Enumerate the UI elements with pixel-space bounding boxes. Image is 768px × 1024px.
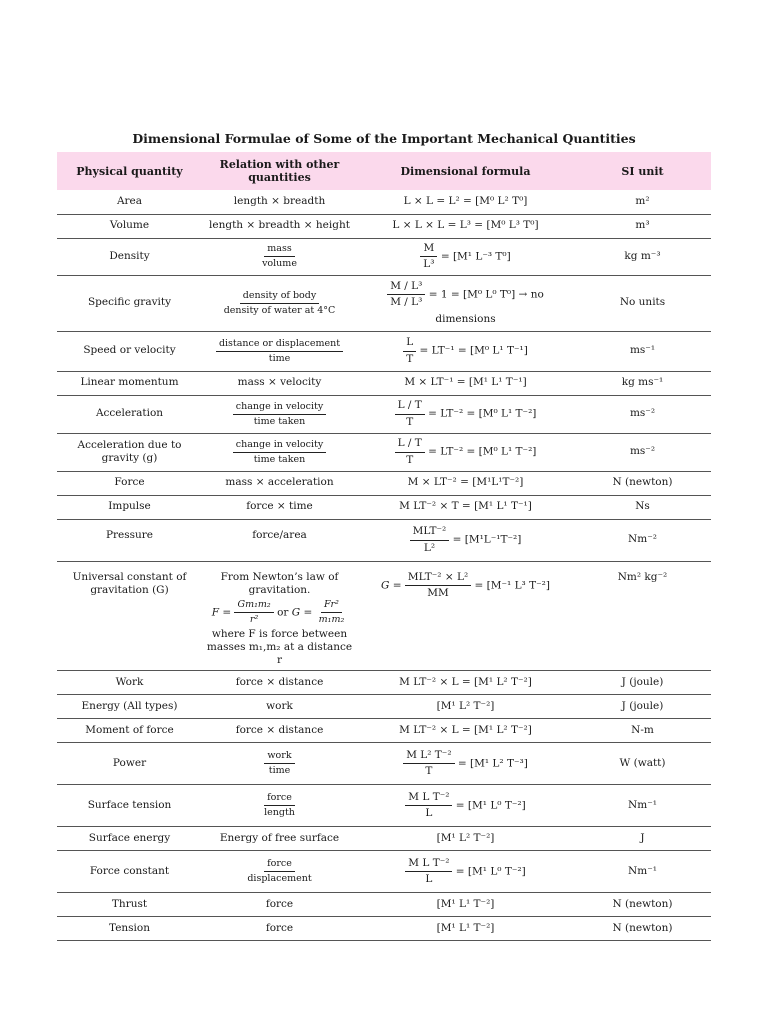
- fraction-numerator: MLT⁻²: [410, 525, 450, 540]
- dimension-cell: [M¹ L¹ T⁻²]: [436, 921, 495, 934]
- relation-cell: [202, 331, 357, 371]
- dimension-cell: [M¹ L¹ T⁻²]: [436, 897, 495, 910]
- dimension-result: = LT⁻¹ = [M⁰ L¹ T⁻¹]: [419, 345, 528, 357]
- quantity-cell: Universal constant of gravitation (G): [72, 570, 187, 596]
- dimension-fraction: [395, 437, 425, 466]
- fraction-denominator: L: [425, 806, 433, 819]
- fraction-denominator: r²: [249, 613, 259, 625]
- dimension-result-line2: dimensions: [435, 312, 496, 325]
- si-unit-cell: Nm⁻¹: [628, 798, 657, 811]
- si-unit-cell: m³: [635, 219, 650, 232]
- fraction-denominator: density of water at 4°C: [223, 304, 336, 316]
- fraction-numerator: MLT⁻² × L²: [405, 571, 471, 586]
- fraction-numerator: Fr²: [321, 599, 342, 613]
- quantity-cell: Power: [112, 756, 147, 769]
- dimension-cell: M LT⁻² × L = [M¹ L² T⁻²]: [399, 723, 532, 736]
- fraction-numerator: mass: [264, 243, 294, 257]
- dimension-cell: [M¹ L² T⁻²]: [436, 699, 495, 712]
- fraction-numerator: L / T: [395, 399, 425, 414]
- dimension-cell: M × LT⁻¹ = [M¹ L¹ T⁻¹]: [404, 376, 527, 389]
- relation-fraction: [244, 858, 314, 885]
- si-unit-cell: ms⁻¹: [629, 344, 656, 357]
- si-unit-cell: kg m⁻³: [624, 249, 661, 262]
- fraction-denominator: T: [406, 415, 414, 428]
- relation-text: where F is force between masses m₁,m₂ at a distance r: [206, 627, 353, 666]
- dimension-cell: [357, 742, 574, 784]
- si-unit-cell: W (watt): [619, 756, 666, 769]
- fraction-denominator: displacement: [247, 872, 312, 884]
- quantity-cell: Linear momentum: [80, 376, 179, 389]
- table-row: [57, 916, 711, 940]
- relation-cell: length × breadth × height: [209, 219, 350, 232]
- dimension-result: = [M¹ L² T⁻³]: [457, 757, 528, 770]
- si-unit-cell: m²: [635, 195, 650, 208]
- formula-lhs: G =: [381, 579, 402, 592]
- fraction-denominator: time taken: [253, 453, 306, 465]
- si-unit-cell: Nm² kg⁻²: [617, 570, 668, 583]
- fraction-numerator: M L² T⁻²: [403, 749, 454, 764]
- header-dimensional-formula: Dimensional formula: [400, 164, 531, 178]
- relation-fraction: [221, 290, 339, 317]
- relation-fraction: [259, 243, 300, 270]
- dimension-cell: M LT⁻² × T = [M¹ L¹ T⁻¹]: [399, 500, 532, 513]
- dimension-cell: M LT⁻² × L = [M¹ L² T⁻²]: [399, 675, 532, 688]
- table-row: [57, 670, 711, 694]
- table-row: [57, 495, 711, 519]
- relation-fraction: [234, 599, 273, 626]
- si-unit-cell: ms⁻²: [629, 445, 656, 458]
- relation-fraction: [261, 792, 298, 819]
- dimension-cell: M × LT⁻² = [M¹L¹T⁻²]: [407, 476, 524, 489]
- relation-fraction: [233, 401, 326, 428]
- dimension-cell: [357, 395, 574, 433]
- table-row: [57, 433, 711, 471]
- dimension-cell: [357, 331, 574, 371]
- table-row: [57, 826, 711, 850]
- fraction-denominator: T: [406, 453, 414, 466]
- si-unit-cell: N-m: [631, 723, 654, 736]
- relation-text: From Newton’s law of gravitation.: [220, 570, 339, 596]
- table-row: [57, 718, 711, 742]
- si-unit-cell: No units: [619, 296, 666, 309]
- fraction-numerator: change in velocity: [233, 401, 326, 415]
- dimension-cell: L × L = L² = [M⁰ L² T⁰]: [403, 195, 528, 208]
- relation-cell: mass × acceleration: [225, 476, 334, 489]
- table-row: [57, 742, 711, 784]
- fraction-numerator: L: [403, 336, 416, 351]
- fraction-denominator: time: [268, 764, 291, 776]
- table-row: [57, 275, 711, 331]
- relation-cell: mass × velocity: [237, 376, 322, 389]
- dimension-result: = [M¹ L⁰ T⁻²]: [455, 799, 526, 812]
- relation-fraction: [264, 750, 294, 777]
- dimension-fraction: [395, 399, 425, 428]
- table-row: [57, 395, 711, 433]
- fraction-numerator: M: [420, 242, 437, 257]
- relation-fraction: [233, 439, 326, 466]
- table-header: [57, 152, 711, 190]
- relation-cell: Energy of free surface: [219, 831, 340, 844]
- fraction-numerator: force: [264, 858, 295, 872]
- fraction-numerator: distance or displacement: [216, 338, 343, 352]
- fraction-numerator: M L T⁻²: [405, 857, 452, 872]
- quantity-cell: Surface energy: [88, 831, 171, 844]
- relation-fraction: [216, 338, 343, 365]
- table-row: [57, 371, 711, 395]
- header-physical-quantity: Physical quantity: [76, 164, 183, 178]
- si-unit-cell: kg ms⁻¹: [621, 376, 664, 389]
- table-row: [57, 561, 711, 670]
- dimension-cell: [357, 519, 574, 561]
- fraction-denominator: length: [264, 806, 295, 818]
- dimension-cell: [357, 433, 574, 471]
- si-unit-cell: Ns: [635, 500, 650, 513]
- fraction-denominator: L: [425, 872, 433, 885]
- formula-lhs: G =: [291, 606, 313, 619]
- fraction-numerator: L / T: [395, 437, 425, 452]
- relation-cell: force × distance: [235, 675, 324, 688]
- table-row: [57, 471, 711, 495]
- formula-lhs: F =: [211, 606, 232, 619]
- quantity-cell: Specific gravity: [87, 296, 172, 309]
- quantity-cell: Surface tension: [87, 798, 172, 811]
- relation-cell: force: [265, 921, 294, 934]
- table-row: [57, 238, 711, 275]
- relation-fraction: [316, 599, 348, 626]
- fraction-numerator: change in velocity: [233, 439, 326, 453]
- fraction-denominator: time taken: [253, 415, 306, 427]
- table-row: [57, 892, 711, 916]
- fraction-denominator: M / L³: [390, 296, 423, 309]
- dimension-result: = [M¹L⁻¹T⁻²]: [452, 534, 522, 546]
- quantity-cell: Thrust: [111, 897, 148, 910]
- quantity-cell: Force: [114, 476, 145, 489]
- dimension-result: = [M¹ L⁰ T⁻²]: [455, 865, 526, 878]
- dimension-fraction: [405, 791, 452, 820]
- relation-cell: [202, 742, 357, 784]
- dimension-fraction: [387, 280, 425, 309]
- table-row: [57, 331, 711, 371]
- si-unit-cell: N (newton): [612, 897, 673, 910]
- dimension-result: = LT⁻² = [M⁰ L¹ T⁻²]: [428, 408, 537, 420]
- si-unit-cell: Nm⁻¹: [628, 864, 657, 877]
- fraction-denominator: volume: [262, 258, 297, 269]
- dimension-fraction: [420, 242, 437, 271]
- table-body: [57, 190, 711, 940]
- dimension-fraction: [405, 571, 471, 600]
- table-row: [57, 190, 711, 214]
- relation-cell: force × time: [246, 500, 313, 513]
- relation-cell: [202, 561, 357, 670]
- dimension-cell: [357, 850, 574, 892]
- relation-cell: force: [265, 897, 294, 910]
- dimension-cell: [357, 784, 574, 826]
- quantity-cell: Acceleration: [95, 407, 164, 420]
- si-unit-cell: ms⁻²: [629, 407, 656, 420]
- quantity-cell: Moment of force: [85, 723, 174, 736]
- fraction-denominator: T: [425, 764, 433, 777]
- dimension-result: = [M⁻¹ L³ T⁻²]: [474, 579, 550, 592]
- table-row: [57, 850, 711, 892]
- table-row: [57, 519, 711, 561]
- quantity-cell: Force constant: [89, 864, 170, 877]
- table-row: [57, 214, 711, 238]
- dimension-fraction: [410, 525, 450, 554]
- relation-cell: length × breadth: [233, 195, 326, 208]
- fraction-denominator: T: [406, 352, 414, 365]
- dimension-cell: [357, 275, 574, 331]
- si-unit-cell: J (joule): [621, 699, 664, 712]
- fraction-denominator: MM: [427, 586, 449, 599]
- si-unit-cell: N (newton): [612, 921, 673, 934]
- fraction-denominator: m₁m₂: [318, 613, 345, 625]
- si-unit-cell: J: [640, 831, 645, 844]
- relation-cell: [202, 850, 357, 892]
- relation-formulas: [206, 599, 353, 626]
- page-title: Dimensional Formulae of Some of the Important Mechanical Quantities: [132, 131, 636, 146]
- quantity-cell: Speed or velocity: [83, 344, 176, 357]
- fraction-denominator: L³: [423, 258, 435, 270]
- table-row: [57, 784, 711, 826]
- quantity-cell: Acceleration due to gravity (g): [77, 438, 182, 464]
- relation-cell: [202, 238, 357, 275]
- quantity-cell: Energy (All types): [81, 699, 178, 712]
- relation-cell: force × distance: [235, 723, 324, 736]
- fraction-numerator: M L T⁻²: [405, 791, 452, 806]
- fraction-numerator: work: [264, 750, 294, 764]
- si-unit-cell: J (joule): [621, 675, 664, 688]
- quantity-cell: Volume: [109, 219, 150, 232]
- dimension-fraction: [405, 857, 452, 886]
- table-row: [57, 694, 711, 718]
- dimension-cell: [357, 561, 574, 670]
- fraction-denominator: time: [268, 352, 291, 364]
- fraction-numerator: M / L³: [387, 280, 425, 295]
- dimension-fraction: [403, 749, 454, 778]
- quantity-cell: Tension: [109, 921, 150, 934]
- dimension-cell: [M¹ L² T⁻²]: [436, 831, 495, 844]
- quantity-cell: Work: [115, 675, 144, 688]
- si-unit-cell: Nm⁻²: [628, 533, 657, 546]
- relation-cell: force/area: [252, 528, 307, 541]
- dimension-cell: [357, 238, 574, 275]
- dimensional-formulae-table: [57, 152, 711, 941]
- relation-cell: [202, 275, 357, 331]
- relation-cell: [202, 784, 357, 826]
- or-text: or: [277, 606, 289, 619]
- fraction-denominator: L²: [423, 541, 436, 554]
- relation-cell: [202, 433, 357, 471]
- dimension-result: = 1 = [M⁰ L⁰ T⁰] → no: [428, 288, 544, 301]
- fraction-numerator: force: [264, 792, 295, 806]
- dimension-result: = LT⁻² = [M⁰ L¹ T⁻²]: [428, 446, 537, 458]
- dimension-cell: L × L × L = L³ = [M⁰ L³ T⁰]: [392, 219, 539, 232]
- fraction-numerator: Gm₁m₂: [234, 599, 273, 613]
- dimension-result: = [M¹ L⁻³ T⁰]: [440, 250, 511, 263]
- quantity-cell: Density: [109, 249, 150, 262]
- dimension-fraction: [403, 336, 416, 365]
- quantity-cell: Impulse: [108, 500, 151, 513]
- header-relation: Relation with other quantities: [219, 158, 340, 184]
- si-unit-cell: N (newton): [612, 476, 673, 489]
- header-si-unit: SI unit: [621, 164, 664, 178]
- relation-cell: work: [266, 699, 293, 712]
- relation-cell: [202, 395, 357, 433]
- quantity-cell: Area: [116, 195, 143, 208]
- fraction-numerator: density of body: [240, 290, 319, 304]
- quantity-cell: Pressure: [105, 528, 154, 541]
